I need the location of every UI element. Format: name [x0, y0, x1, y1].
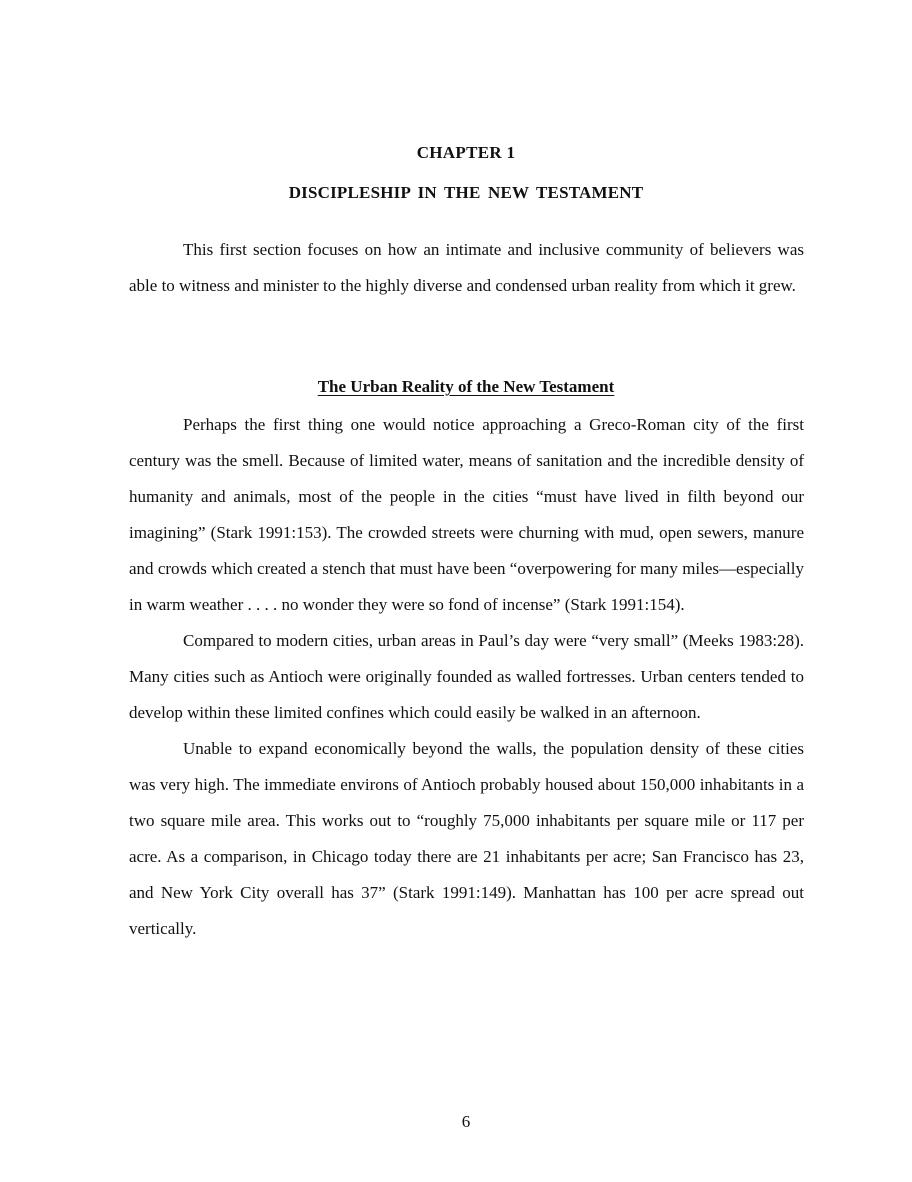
intro-section [129, 232, 804, 304]
page-number: 6 [461, 1112, 471, 1131]
body-paragraph: Compared to modern cities, urban areas in Paul’s day were “very small” (Meeks 1983:28). Many cities such as Antioch were originally founded as walled fortresses. Urban centers tended to develop within these limited confines which could easily be walked in an afternoon. [129, 631, 804, 722]
body-paragraph: Perhaps the first thing one would notice approaching a Greco-Roman city of the first century was the smell. Because of limited water, means of sanitation and the incredible density of humanity and animals, most of the people in the cities “must have lived in filth beyond our imagining” (Stark 1991:153). The crowded streets were churning with mud, open sewers, manure and crowds which created a stench that must have been “overpowering for many miles—especially in warm weather . . . . no wonder they were so fond of incense” (Stark 1991:154). [129, 415, 804, 614]
chapter-label: CHAPTER 1 [416, 143, 516, 162]
chapter-title: DISCIPLESHIP IN THE NEW TESTAMENT [288, 183, 644, 202]
section-heading: The Urban Reality of the New Testament [317, 377, 615, 396]
section-body [129, 407, 804, 947]
intro-paragraph: This first section focuses on how an intimate and inclusive community of believers was able to witness and minister to the highly diverse and condensed urban reality from which it grew. [129, 240, 804, 295]
body-paragraph: Unable to expand economically beyond the walls, the population density of these cities was very high. The immediate environs of Antioch probably housed about 150,000 inhabitants in a two square mile area. This works out to “roughly 75,000 inhabitants per square mile or 117 per acre. As a comparison, in Chicago today there are 21 inhabitants per acre; San Francisco has 23, and New York City overall has 37” (Stark 1991:149). Manhattan has 100 per acre spread out vertically. [129, 739, 804, 938]
